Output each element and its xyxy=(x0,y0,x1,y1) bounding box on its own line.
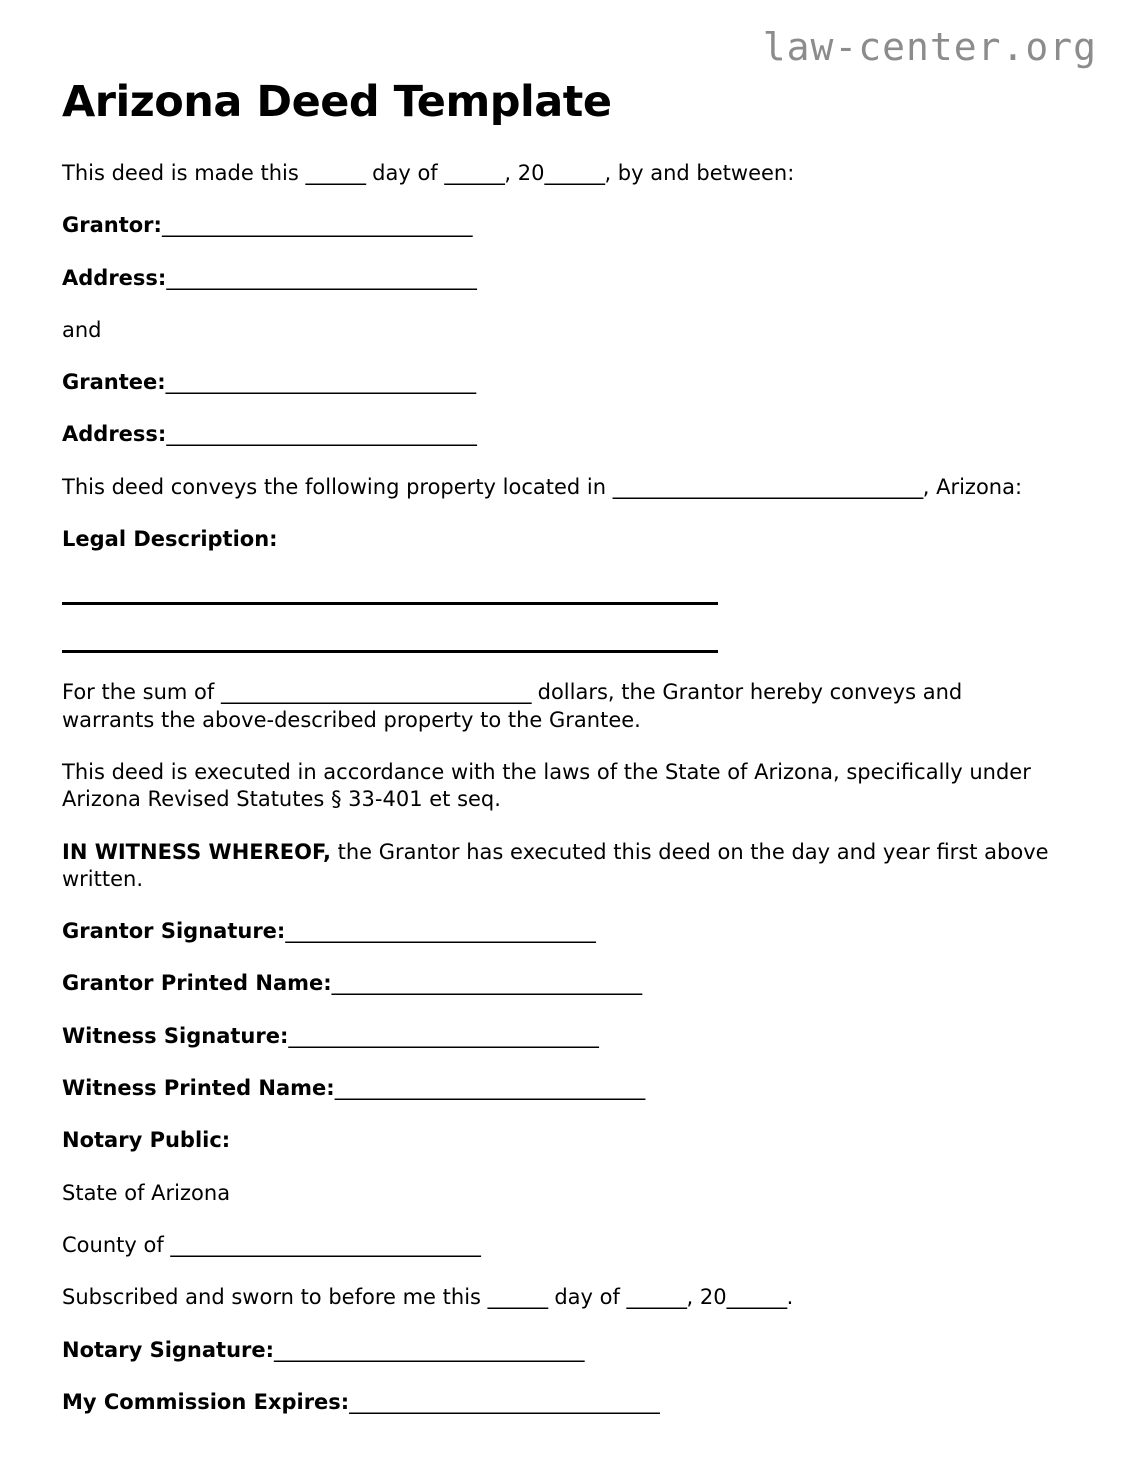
grantor-blank: _______________________________ xyxy=(161,213,472,238)
consideration-paragraph xyxy=(62,679,1052,734)
grantor-field xyxy=(62,212,1052,239)
grantor-address-field xyxy=(62,265,1052,292)
grantee-blank: _______________________________ xyxy=(165,370,476,395)
document-body xyxy=(62,160,1052,1441)
notary-county-field xyxy=(62,1232,1052,1259)
witness-printed-name-label: Witness Printed Name: xyxy=(62,1076,335,1101)
sworn-year-blank: ______ xyxy=(726,1285,787,1310)
notary-sworn-paragraph xyxy=(62,1284,1052,1311)
grantor-signature-blank: _______________________________ xyxy=(285,919,596,944)
commission-expires-field xyxy=(62,1389,1052,1416)
grantor-address-label: Address: xyxy=(62,265,167,290)
intro-text-1: This deed is made this xyxy=(62,161,306,185)
grantee-field xyxy=(62,369,1052,396)
sworn-month-blank: ______ xyxy=(626,1285,687,1310)
consideration-text-2: dollars, the Grantor hereby conveys and warrants the above-described property to the Grantee. xyxy=(62,680,963,732)
grantor-printed-name-label: Grantor Printed Name: xyxy=(62,971,332,996)
witness-clause-paragraph xyxy=(62,839,1052,894)
intro-paragraph xyxy=(62,160,1052,187)
commission-expires-blank: _______________________________ xyxy=(349,1389,660,1414)
witness-signature-blank: _______________________________ xyxy=(288,1023,599,1048)
witness-clause-lead: IN WITNESS WHEREOF, xyxy=(62,839,331,864)
sworn-text-2: day of xyxy=(547,1285,627,1310)
grantee-address-blank: _______________________________ xyxy=(166,422,477,447)
intro-year-blank: ______ xyxy=(544,161,605,185)
notary-heading xyxy=(62,1127,1052,1154)
grantee-address-label: Address: xyxy=(62,422,167,447)
grantor-address-blank: _______________________________ xyxy=(166,265,477,290)
notary-county-label: County of xyxy=(62,1232,171,1257)
notary-signature-field xyxy=(62,1337,1052,1364)
witness-clause-text: the Grantor has executed this deed on the day and year first above written. xyxy=(62,839,1049,891)
sworn-text-3: , 20 xyxy=(686,1285,727,1310)
grantor-signature-label: Grantor Signature: xyxy=(62,919,286,944)
property-text-2: , Arizona: xyxy=(922,474,1023,499)
property-text-1: This deed conveys the following property located in xyxy=(62,474,613,499)
witness-signature-field xyxy=(62,1023,1052,1050)
intro-text-3: , 20 xyxy=(504,161,545,185)
page-title: Arizona Deed Template xyxy=(62,77,612,127)
legal-description-label: Legal Description: xyxy=(62,527,278,552)
grantee-address-field xyxy=(62,421,1052,448)
grantor-printed-name-blank: _______________________________ xyxy=(331,971,642,996)
notary-state: State of Arizona xyxy=(62,1180,231,1205)
and-connector: and xyxy=(62,317,102,342)
witness-printed-name-field xyxy=(62,1075,1052,1102)
legal-description-line-1[interactable] xyxy=(62,602,718,605)
legal-description-heading xyxy=(62,526,1052,553)
sworn-text-1: Subscribed and sworn to before me this xyxy=(62,1285,488,1310)
grantor-label: Grantor: xyxy=(62,213,162,238)
intro-month-blank: ______ xyxy=(444,161,505,185)
witness-printed-name-blank: _______________________________ xyxy=(334,1076,645,1101)
notary-county-blank: _______________________________ xyxy=(170,1232,481,1257)
sworn-text-4: . xyxy=(786,1285,794,1310)
legal-description-line-2[interactable] xyxy=(62,650,718,653)
sworn-day-blank: ______ xyxy=(487,1285,548,1310)
intro-text-2: day of xyxy=(365,161,445,185)
consideration-text-1: For the sum of xyxy=(62,680,221,705)
intro-text-4: , by and between: xyxy=(604,161,795,185)
grantor-printed-name-field xyxy=(62,970,1052,997)
legal-description-lines xyxy=(62,578,1052,653)
notary-signature-label: Notary Signature: xyxy=(62,1337,275,1362)
notary-signature-blank: _______________________________ xyxy=(274,1337,585,1362)
statute-paragraph: This deed is executed in accordance with the laws of the State of Arizona, specifically under Arizona Revised Statutes § 33-401 et seq. xyxy=(62,759,1031,812)
site-watermark: law-center.org xyxy=(762,25,1097,69)
property-location-paragraph xyxy=(62,474,1052,501)
property-county-blank: _______________________________ xyxy=(612,474,923,499)
intro-day-blank: ______ xyxy=(305,161,366,185)
grantor-signature-field xyxy=(62,918,1052,945)
witness-signature-label: Witness Signature: xyxy=(62,1023,289,1048)
grantee-label: Grantee: xyxy=(62,370,166,395)
consideration-amount-blank: _______________________________ xyxy=(220,680,531,705)
commission-expires-label: My Commission Expires: xyxy=(62,1389,350,1414)
notary-heading-label: Notary Public: xyxy=(62,1128,231,1153)
